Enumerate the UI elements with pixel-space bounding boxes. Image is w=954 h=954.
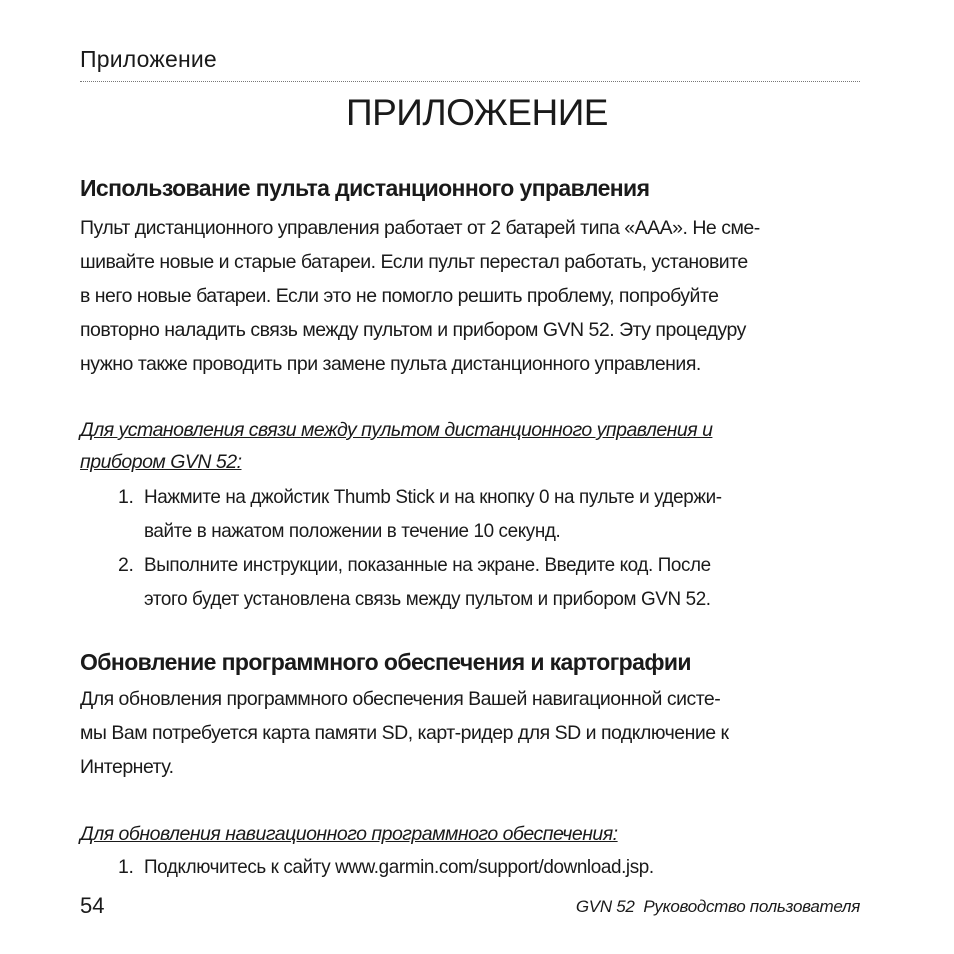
section-remote-title: Использование пульта дистанционного управления xyxy=(80,175,650,201)
paragraph-line: мы Вам потребуется карта памяти SD, карт-ридер для SD и подключение к xyxy=(80,722,729,744)
section-update-paragraph xyxy=(80,682,860,784)
paragraph-line: шивайте новые и старые батареи. Если пульт перестал работать, установите xyxy=(80,251,748,273)
header-divider xyxy=(80,81,860,82)
paragraph-line: в него новые батареи. Если это не помогло решить проблему, попробуйте xyxy=(80,285,719,307)
step-line: Выполните инструкции, показанные на экране. Введите код. После xyxy=(144,554,711,576)
step-line: Нажмите на джойстик Thumb Stick и на кнопку 0 на пульте и удержи- xyxy=(144,486,722,508)
paragraph-line: повторно наладить связь между пультом и прибором GVN 52. Эту процедуру xyxy=(80,319,746,341)
section-update-instruction xyxy=(80,818,618,850)
step-item xyxy=(118,548,858,616)
step-number: 1. xyxy=(118,856,134,878)
header-section-label: Приложение xyxy=(80,46,217,72)
paragraph-line: нужно также проводить при замене пульта дистанционного управления. xyxy=(80,353,701,375)
section-remote-instruction xyxy=(80,414,712,478)
paragraph-line: Пульт дистанционного управления работает от 2 батарей типа «ААА». Не сме- xyxy=(80,217,760,239)
page-title: ПРИЛОЖЕНИЕ xyxy=(346,92,608,133)
step-number: 2. xyxy=(118,554,134,576)
section-remote-paragraph xyxy=(80,211,860,381)
instruction-line: прибором GVN 52: xyxy=(80,451,242,473)
step-line: этого будет установлена связь между пультом и прибором GVN 52. xyxy=(144,588,711,610)
step-number: 1. xyxy=(118,486,134,508)
step-line: вайте в нажатом положении в течение 10 секунд. xyxy=(144,520,561,542)
step-item xyxy=(118,480,858,548)
paragraph-line: Интернету. xyxy=(80,756,174,778)
section-update-title: Обновление программного обеспечения и картографии xyxy=(80,649,691,675)
document-title: GVN 52 Руководство пользователя xyxy=(575,897,860,916)
instruction-line: Для обновления навигационного программного обеспечения: xyxy=(80,823,618,845)
page-number: 54 xyxy=(80,893,105,918)
step-line: Подключитесь к сайту www.garmin.com/support/download.jsp. xyxy=(144,856,654,878)
instruction-line: Для установления связи между пультом дистанционного управления и xyxy=(80,419,713,441)
paragraph-line: Для обновления программного обеспечения Вашей навигационной систе- xyxy=(80,688,721,710)
step-item xyxy=(118,850,858,884)
